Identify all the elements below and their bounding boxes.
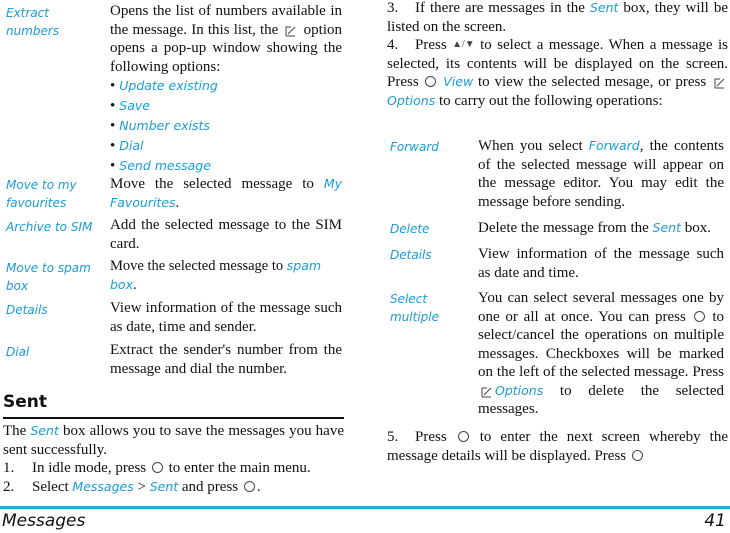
desc-select-multiple <box>478 289 724 419</box>
ok-key-icon <box>152 462 163 473</box>
link-view: View <box>443 74 474 90</box>
ok-key-icon <box>632 450 643 461</box>
footer-section-title: Messages <box>2 511 86 531</box>
page-number: 41 <box>704 511 726 531</box>
link-my-favourites: My Favourites <box>110 176 342 210</box>
step-3 <box>387 0 728 36</box>
nav-up-down-icon: ▲/▼ <box>452 39 475 51</box>
term-extract-numbers: Extract numbers <box>6 6 60 38</box>
step-number: 1. <box>3 460 15 476</box>
term-archive-sim: Archive to SIM <box>6 220 93 234</box>
step-5 <box>387 428 728 465</box>
op-text: to delete the selected messages. <box>478 382 724 417</box>
desc-text: . <box>132 276 137 293</box>
link-options: Options <box>495 382 544 398</box>
heading-rule <box>3 417 344 419</box>
sent-step-1 <box>3 459 344 478</box>
menu-key-icon <box>481 385 492 396</box>
link-messages: Messages <box>72 479 134 494</box>
term-move-favourites: Move to my favourites <box>6 178 77 210</box>
desc-text: . <box>175 194 180 211</box>
section-heading-sent: Sent <box>3 392 48 412</box>
term-delete: Delete <box>390 222 430 236</box>
step-text: and press <box>178 479 242 495</box>
sent-intro <box>3 422 344 459</box>
desc-text: Move the selected message to <box>110 176 324 192</box>
term-forward: Forward <box>390 140 439 154</box>
step-number: 2. <box>3 479 15 495</box>
desc-archive-sim: Add the selected message to the SIM card. <box>110 217 342 252</box>
option-item: Dial <box>119 138 144 153</box>
link-sent: Sent <box>589 0 619 15</box>
ok-key-icon <box>694 311 705 322</box>
desc-text: Opens the list of numbers available in the message. In this list, the option opens a pop-up window showing the following options: <box>110 3 342 75</box>
options-list <box>110 76 342 176</box>
desc-delete <box>478 219 724 238</box>
step-text: Press <box>415 37 453 53</box>
term-select-multiple: Select multiple <box>390 292 440 324</box>
option-item: Save <box>119 98 150 113</box>
ok-key-icon <box>425 76 436 87</box>
desc-text: Move the selected message to <box>110 258 287 274</box>
op-text: box. <box>680 220 711 236</box>
step-text: to carry out the following operations: <box>435 92 663 109</box>
step-number: 4. <box>387 37 399 53</box>
step-text: to enter the next screen whereby the message details will be displayed. Press <box>387 429 728 464</box>
option-item: Update existing <box>119 78 218 93</box>
link-options: Options <box>387 92 436 108</box>
footer-rule <box>0 506 730 509</box>
ok-key-icon <box>458 431 469 442</box>
op-text: , the contents of the selected message will appear on the message editor. You may edit the message before sending. <box>478 138 724 210</box>
step-text: Press <box>415 429 456 445</box>
link-forward: Forward <box>588 138 640 153</box>
desc-extract-numbers <box>110 2 342 176</box>
desc-details: View information of the message such as date and time. <box>478 246 724 281</box>
separator: > <box>133 479 150 495</box>
term-dial: Dial <box>6 345 30 359</box>
term-move-spam: Move to spam box <box>6 261 91 293</box>
op-text: You can select several messages one by one or all at once. You can press <box>478 290 724 325</box>
term-details: Details <box>6 303 48 317</box>
link-spam-box: spam box <box>110 258 322 292</box>
op-text: Delete the message from the <box>478 220 653 236</box>
step-number: 3. <box>387 0 399 16</box>
step-text: Select <box>32 479 73 495</box>
desc-dial: Extract the sender's number from the message and dial the number. <box>110 342 342 377</box>
sent-step-2: 2. Select Messages > Sent and press . <box>3 479 261 495</box>
step-text: box, they will be listed on the screen. <box>387 0 728 35</box>
option-item: Send message <box>119 158 211 173</box>
menu-key-icon <box>285 24 296 35</box>
term-details: Details <box>390 248 432 262</box>
step-text: to view the selected mesage, or press <box>473 74 712 91</box>
step-4 <box>387 36 728 110</box>
desc-move-spam <box>110 257 342 294</box>
op-text: When you select <box>478 138 589 154</box>
link-sent: Sent <box>149 479 179 494</box>
option-item: Number exists <box>119 118 210 133</box>
step-text: In idle mode, press <box>32 460 150 476</box>
step-text: to enter the main menu. <box>164 460 311 476</box>
intro-text: The <box>3 423 31 439</box>
desc-move-favourites <box>110 175 342 212</box>
step-text: If there are messages in the <box>415 0 590 16</box>
link-sent: Sent <box>652 220 681 235</box>
op-text: to select/cancel the operations on multiple messages. Checkboxes will be marked on the left of the selected message. Press <box>478 308 724 380</box>
desc-details: View information of the message such as date, time and sender. <box>110 300 342 335</box>
step-number: 5. <box>387 429 399 445</box>
ok-key-icon <box>244 481 255 492</box>
menu-key-icon <box>714 76 725 87</box>
desc-forward <box>478 137 724 211</box>
step-text: to select a message. When a message is selected, its contents will be displayed on the screen. Press <box>387 37 729 91</box>
intro-text: box allows you to save the messages you have sent successfully. <box>3 423 344 458</box>
link-sent: Sent <box>30 423 59 438</box>
